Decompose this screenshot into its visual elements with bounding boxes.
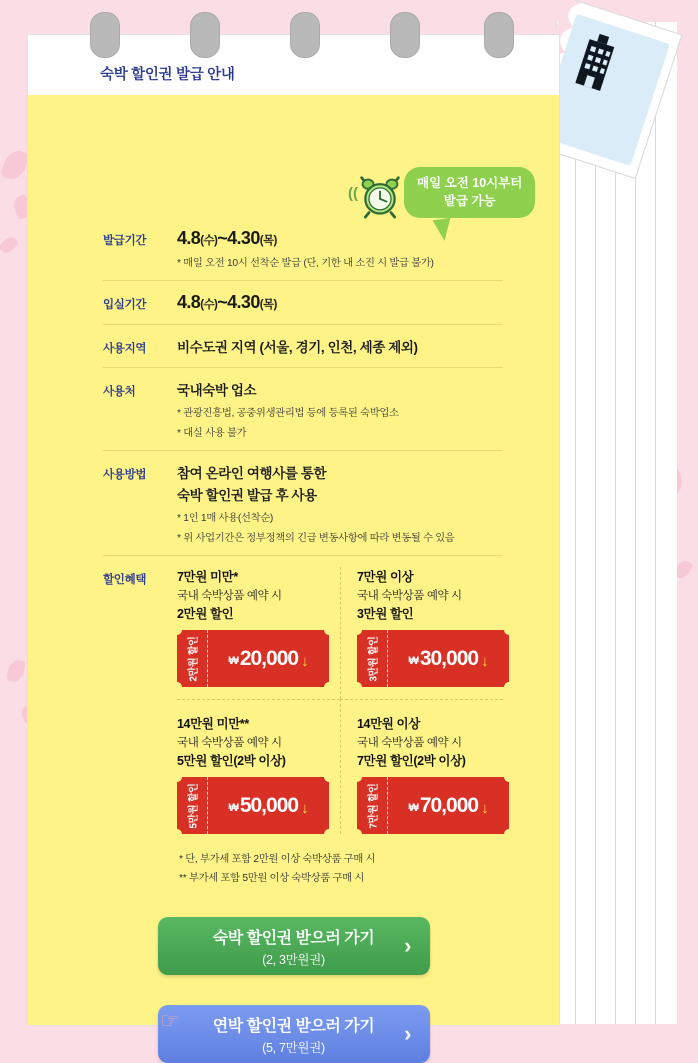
row-label: 사용처 [103, 386, 136, 398]
coupon-stub-label: 7만원 할인 [368, 782, 380, 829]
benefit-sub: 국내 숙박상품 예약 시 [177, 590, 282, 602]
benefit-amount: 2만원 할인 [177, 607, 234, 621]
venue-value: 국내숙박 업소 [177, 383, 257, 398]
coupon-ticket [177, 630, 329, 687]
coupon-ticket [177, 777, 329, 834]
coupon-arrow-icon: ↓ [481, 800, 489, 817]
lodging-coupon-button-label: 숙박 할인권 받으러 가기 [212, 929, 375, 947]
row-label: 사용방법 [103, 469, 147, 481]
issue-end: ~4.30 [217, 228, 260, 248]
row-label: 사용지역 [103, 343, 147, 355]
coupon-main [388, 794, 509, 818]
lodging-coupon-button-sublabel: (2, 3만원권) [262, 952, 325, 967]
row-note: * 관광진흥법, 공중위생관리법 등에 등록된 숙박업소 [177, 408, 399, 419]
coupon-stub-label: 3만원 할인 [368, 635, 380, 682]
coupon-stub [177, 630, 208, 687]
issue-end-day: (목) [259, 235, 277, 247]
benefit-head: 14만원 미만** [177, 717, 249, 731]
coupon-main [208, 794, 329, 818]
table-row-venue [103, 368, 503, 451]
benefit-amount: 7만원 할인(2박 이상) [357, 754, 466, 768]
coupon-stub [357, 777, 388, 834]
footnote: ** 부가세 포함 5만원 이상 숙박상품 구매 시 [179, 873, 365, 884]
table-row-discount-benefit [103, 556, 503, 899]
coupon-currency: ₩ [408, 802, 419, 814]
coupon-stub [357, 630, 388, 687]
checkin-start-day: (수) [200, 299, 218, 311]
checkin-end-day: (목) [259, 299, 277, 311]
checkin-end: ~4.30 [217, 292, 260, 312]
row-label: 발급기간 [103, 235, 147, 247]
multinight-coupon-button[interactable] [158, 1005, 430, 1063]
benefit-head: 7만원 이상 [357, 570, 414, 584]
usage-value-line1: 참여 온라인 여행사를 통한 [177, 466, 327, 481]
badge-tail [433, 218, 454, 242]
issue-start: 4.8 [177, 228, 201, 248]
benefit-head: 7만원 미만* [177, 570, 238, 584]
notebook-card [27, 34, 560, 1055]
coupon-arrow-icon: ↓ [301, 800, 309, 817]
coupon-stub [177, 777, 208, 834]
chevron-right-icon: › [404, 933, 412, 958]
checkin-start: 4.8 [177, 292, 201, 312]
spiral-ring [190, 12, 220, 58]
coupon-ticket [357, 630, 509, 687]
multinight-coupon-button-sublabel: (5, 7만원권) [262, 1040, 325, 1055]
benefit-sub: 국내 숙박상품 예약 시 [357, 590, 462, 602]
benefit-cell [340, 699, 503, 834]
coupon-stub-label: 5만원 할인 [188, 782, 200, 829]
sound-wave-icon: (( [348, 185, 358, 202]
spiral-ring [290, 12, 320, 58]
multinight-coupon-button-label: 연박 할인권 받으러 가기 [212, 1017, 375, 1035]
chevron-right-icon: › [404, 1021, 412, 1046]
row-label: 입실기간 [103, 299, 147, 311]
benefit-cell [177, 567, 340, 699]
coupon-arrow-icon: ↓ [301, 653, 309, 670]
status-badge-line2: 발급 가능 [443, 194, 496, 209]
coupon-value: 50,000 [239, 793, 299, 817]
coupon-currency: ₩ [228, 655, 239, 667]
notebook-body [28, 95, 559, 1055]
row-note: * 대실 사용 불가 [177, 428, 247, 439]
coupon-stub-label: 2만원 할인 [188, 635, 200, 682]
spiral-ring [484, 12, 514, 58]
petal-decoration [0, 147, 30, 182]
usage-value-line2: 숙박 할인권 발급 후 사용 [177, 488, 317, 503]
status-badge-line1: 매일 오전 10시부터 [417, 176, 523, 190]
petal-decoration [6, 659, 26, 683]
row-note: * 매일 오전 10시 선착순 발급 (단, 기한 내 소진 시 발급 불가) [177, 258, 434, 269]
coupon-value: 20,000 [239, 646, 299, 670]
table-row-usage [103, 451, 503, 556]
coupon-value: 70,000 [419, 793, 479, 817]
benefit-cell [177, 699, 340, 834]
info-table [103, 217, 503, 899]
alarm-clock-icon [358, 175, 402, 219]
region-value: 비수도권 지역 (서울, 경기, 인천, 세종 제외) [177, 340, 418, 355]
page-title: 숙박 할인권 발급 안내 [100, 67, 235, 83]
footnote: * 단, 부가세 포함 2만원 이상 숙박상품 구매 시 [179, 854, 376, 865]
petal-decoration [0, 234, 19, 256]
benefit-grid [177, 567, 503, 834]
coupon-currency: ₩ [228, 802, 239, 814]
benefit-amount: 5만원 할인(2박 이상) [177, 754, 286, 768]
table-row-region [103, 325, 503, 368]
pointing-hand-icon: ☞ [160, 1008, 180, 1033]
benefit-head: 14만원 이상 [357, 717, 420, 731]
coupon-value: 30,000 [419, 646, 479, 670]
row-note: * 1인 1매 사용(선착순) [177, 513, 274, 524]
lodging-coupon-button[interactable] [158, 917, 430, 975]
coupon-ticket [357, 777, 509, 834]
benefit-footnotes [177, 850, 503, 884]
benefit-cell [340, 567, 503, 699]
cta-area [28, 917, 559, 1063]
spiral-ring [90, 12, 120, 58]
benefit-amount: 3만원 할인 [357, 607, 414, 621]
status-badge [404, 167, 535, 218]
spiral-ring [390, 12, 420, 58]
benefit-sub: 국내 숙박상품 예약 시 [357, 737, 462, 749]
coupon-currency: ₩ [408, 655, 419, 667]
coupon-main [208, 647, 329, 671]
row-note: * 위 사업기간은 정부정책의 긴급 변동사항에 따라 변동될 수 있음 [177, 533, 455, 544]
benefit-sub: 국내 숙박상품 예약 시 [177, 737, 282, 749]
coupon-arrow-icon: ↓ [481, 653, 489, 670]
issue-start-day: (수) [200, 235, 218, 247]
table-row-checkin-period [103, 281, 503, 325]
row-label: 할인혜택 [103, 574, 147, 586]
coupon-main [388, 647, 509, 671]
